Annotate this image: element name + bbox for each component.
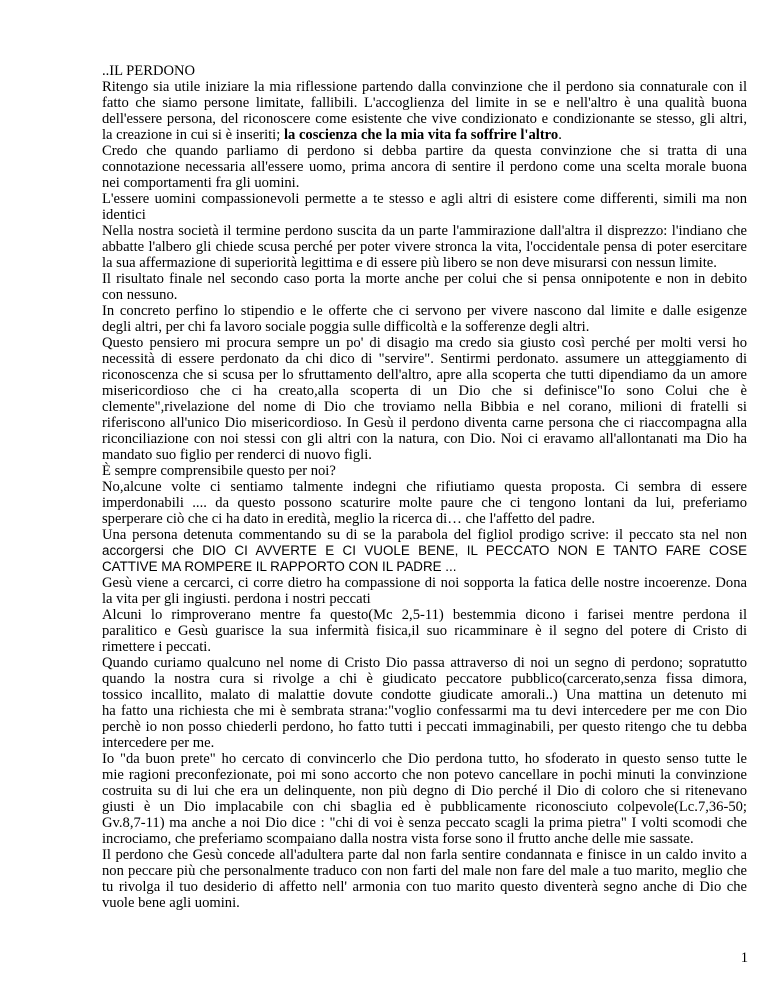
- text-line: misericordioso che ci ha creato,alla scoperta di un Dio che si definisce"Io sono Colui che è: [102, 383, 747, 399]
- text-span: la creazione in cui si è inseriti;: [102, 127, 284, 143]
- text-line: tossico incallito, malato di malattie dovute condotte giudicate amorali..) Una mattina un detenuto mi: [102, 687, 747, 703]
- text-line: nei comportamenti fra gli uomini.: [102, 175, 300, 191]
- text-line: vuole bene agli uomini.: [102, 895, 240, 911]
- text-line: clemente",rivelazione del nome di Dio che troviamo nella Bibbia e nel corano, milioni di fratelli si: [102, 399, 747, 415]
- text-line: Io "da buon prete" ho cercato di convincerlo che Dio perdona tutto, ho sfoderato in questo senso tutte le: [102, 751, 747, 767]
- text-line: abbatte l'albero gli chiede scusa perché per poter vivere stronca la vita, l'occidentale pensa di poter esercitare: [102, 239, 747, 255]
- text-line: costruita su di lui che era un delinquente, non più degno di Dio perché il Dio di coloro che si ritenevano: [102, 783, 747, 799]
- text-line: riconoscenza che si scusa per lo sfruttamento dell'altro, apre alla scoperta che tutti dipendiamo da un amore: [102, 367, 747, 383]
- text-line: Una persona detenuta commentando su di se la parabola del figliol prodigo scrive: il peccato sta nel non: [102, 527, 747, 543]
- text-line: connotazione necessaria all'essere uomo, prima ancora di sentire il perdono come una scelta morale buona: [102, 159, 747, 175]
- text-line: non peccare più che personalmente traduco con non farti del male non fare del male a tuo marito, meglio che: [102, 863, 747, 879]
- text-line: giusti è un Dio implacabile con chi sbaglia ed è pubblicamente riconosciuto colpevole(Lc.7,36-50;: [102, 799, 747, 815]
- text-line: dell'essere persona, del riconoscere come esistente che vive condizionato e condizionante se stesso, gli altri,: [102, 111, 747, 127]
- text-line: In concreto perfino lo stipendio e le offerte che ci servono per vivere nascono dal limite e dalle esigenze: [102, 303, 747, 319]
- text-line: incrociamo, che preferiamo scompaiano dalla nostra vista forse sono il frutto anche delle mie sassate.: [102, 831, 694, 847]
- text-line: riconciliazione con noi stessi con gli altri con la natura, con Dio. Noi ci eravamo all'allontanati ma Dio ha: [102, 431, 747, 447]
- text-line: [102, 127, 747, 143]
- text-line: tu rivolga il tuo desiderio di affetto nell' armonia con tuo marito questo diventerà segno anche di Dio che: [102, 879, 747, 895]
- text-line: necessità di essere perdonato da chi dico di "servire". Sentirmi perdonato. assumere un atteggiamento di: [102, 351, 747, 367]
- text-line: la sua affermazione di superiorità legittima e di essere più libero se non deve misurarsi con nessun limite.: [102, 255, 717, 271]
- text-line: imperdonabili .... da questo possono scaturire molte paure che ci tengono lontani da lui, preferiamo: [102, 495, 747, 511]
- text-line: identici: [102, 207, 146, 223]
- text-line: Ritengo sia utile iniziare la mia riflessione partendo dalla convinzione che il perdono sia connaturale con il: [102, 79, 747, 95]
- text-line: ha fatto una richiesta che mi è sembrata strana:"voglio confessarmi ma tu devi intercedere per me con Dio: [102, 703, 747, 719]
- page-number: 1: [740, 950, 748, 966]
- text-line: accorgersi che DIO CI AVVERTE E CI VUOLE BENE, IL PECCATO NON E TANTO FARE COSE: [102, 543, 747, 558]
- text-span: .: [558, 127, 562, 143]
- text-line: Quando curiamo qualcuno nel nome di Cristo Dio passa attraverso di noi un segno di perdono; sopratutto: [102, 655, 747, 671]
- text-line: intercedere per me.: [102, 735, 215, 751]
- text-line: paralitico e Gesù guarisce la sua infermità fisica,il suo ricamminare è il segno del potere di Cristo di: [102, 623, 747, 639]
- text-line: Il risultato finale nel secondo caso porta la morte anche per colui che si pensa onnipotente e non in debito: [102, 271, 747, 287]
- text-line: È sempre comprensibile questo per noi?: [102, 463, 336, 479]
- text-line: Gesù viene a cercarci, ci corre dietro ha compassione di noi sopporta la fatica delle nostre incoerenze. Dona: [102, 575, 747, 591]
- text-line: quando la nostra cura si rivolge a chi è giudicato peccatore pubblico(carcerato,senza fissa dimora,: [102, 671, 747, 687]
- text-line: L'essere uomini compassionevoli permette a te stesso e agli altri di esistere come differenti, simili ma non: [102, 191, 747, 207]
- text-line: No,alcune volte ci sentiamo talmente indegni che rifiutiamo questa proposta. Ci sembra di essere: [102, 479, 747, 495]
- text-line: sperperare ciò che ci ha dato in eredità, meglio la ricerca di… che l'affetto del padre.: [102, 511, 596, 527]
- text-line: rimettere i peccati.: [102, 639, 211, 655]
- text-line: Alcuni lo rimproverano mentre fa questo(Mc 2,5-11) bestemmia dicono i farisei mentre perdona il: [102, 607, 747, 623]
- text-line: fatto che siamo persone limitate, fallibili. L'accoglienza del limite in se e nell'altro è una qualità buona: [102, 95, 747, 111]
- text-line: perchè io non posso chiederli perdono, ho fatto tutti i peccati immaginabili, per questo ritengo che tu debba: [102, 719, 747, 735]
- text-line: mie ragioni preconfezionate, poi mi sono accorto che non potevo cancellare in pochi minuti la convinzione: [102, 767, 747, 783]
- text-line: con nessuno.: [102, 287, 178, 303]
- text-line: Questo pensiero mi procura sempre un po' di disagio ma credo sia giusto così perché per molti versi ho: [102, 335, 747, 351]
- text-line: riferiscono all'unico Dio misericordioso. In Gesù il perdono diventa carne persona che ci riaccompagna alla: [102, 415, 747, 431]
- text-line: mandato suo figlio per renderci di nuovo figli.: [102, 447, 372, 463]
- text-line: Nella nostra società il termine perdono suscita da un parte l'ammirazione dall'altra il disprezzo: l'indiano che: [102, 223, 747, 239]
- text-line: Credo che quando parliamo di perdono si debba partire da questa convinzione che si tratta di una: [102, 143, 747, 159]
- text-line: Gv.8,7-11) ma anche a noi Dio dice : "chi di voi è senza peccato scagli la prima pietra" I volti scomodi che: [102, 815, 747, 831]
- text-line: CATTIVE MA ROMPERE IL RAPPORTO CON IL PADRE ...: [102, 559, 457, 574]
- bold-phrase: la coscienza che la mia vita fa soffrire l'altro: [283, 127, 559, 143]
- text-line: degli altri, per chi fa lavoro sociale poggia sulle difficoltà e la sofferenze degli altri.: [102, 319, 590, 335]
- text-line: la vita per gli ingiusti. perdona i nostri peccati: [102, 591, 371, 607]
- document-title: ..IL PERDONO: [102, 63, 196, 79]
- text-line: Il perdono che Gesù concede all'adultera parte dal non farla sentire condannata e finisce in un caldo invito a: [102, 847, 747, 863]
